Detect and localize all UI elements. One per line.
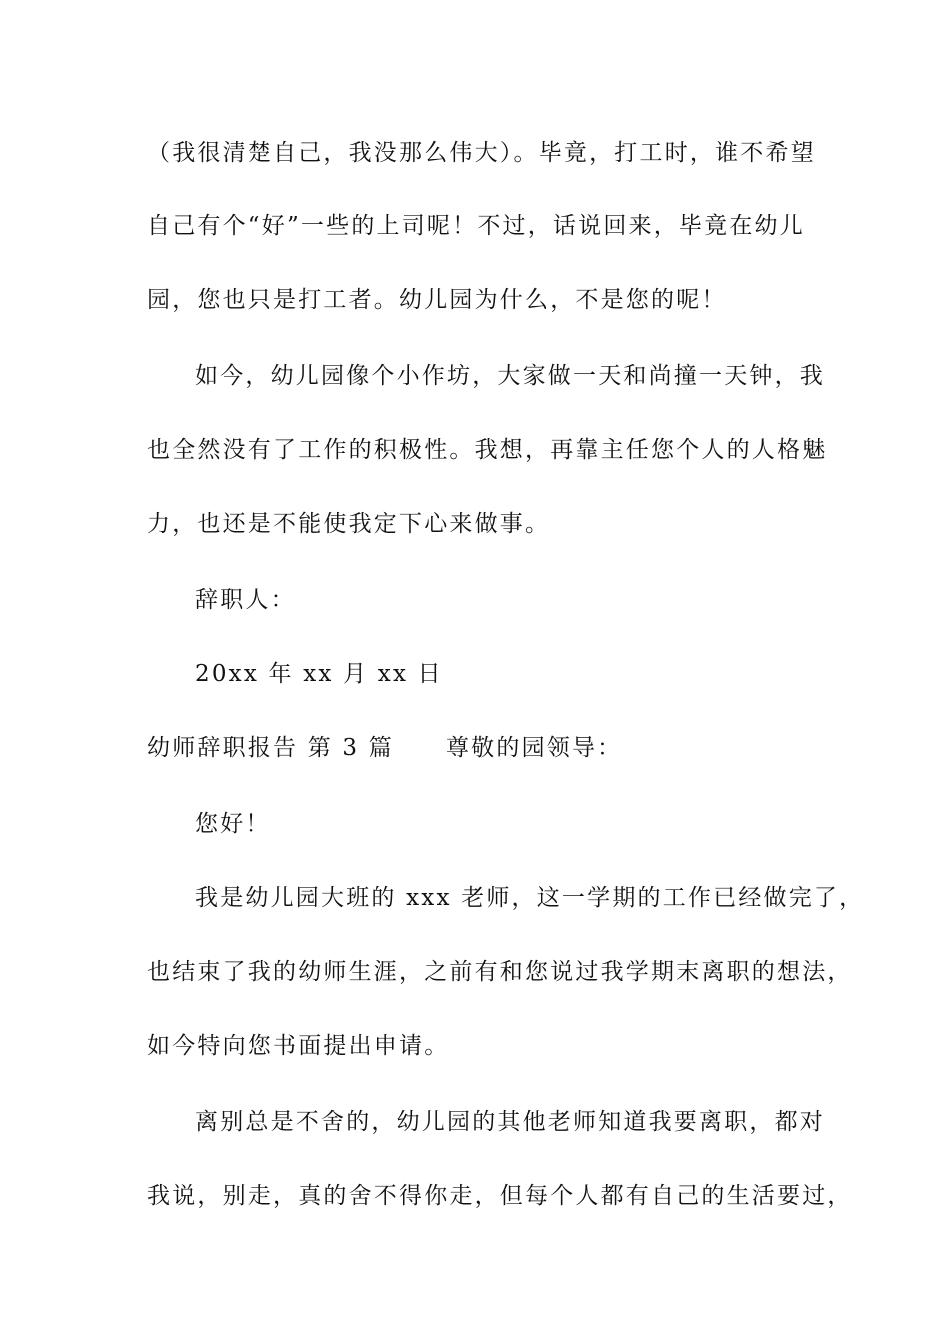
paragraph-3-line-1: 我是幼儿园大班的 xxx 老师，这一学期的工作已经做完了， bbox=[195, 885, 865, 911]
paragraph-1-line-3: 园，您也只是打工者。幼儿园为什么，不是您的呢！ bbox=[147, 287, 727, 313]
paragraph-1-line-1: （我很清楚自己，我没那么伟大）。毕竟，打工时，谁不希望 bbox=[147, 140, 816, 166]
signature-label: 辞职人： bbox=[195, 587, 296, 613]
signature-date: 20xx 年 xx 月 xx 日 bbox=[195, 661, 443, 687]
section-title: 幼师辞职报告 第 3 篇 bbox=[147, 735, 394, 761]
paragraph-2-line-2: 也全然没有了工作的积极性。我想，再靠主任您个人的人格魅 bbox=[147, 437, 828, 463]
paragraph-3-line-2: 也结束了我的幼师生涯，之前有和您说过我学期末离职的想法， bbox=[147, 959, 853, 985]
paragraph-2-line-3: 力，也还是不能使我定下心来做事。 bbox=[147, 511, 551, 537]
paragraph-2-line-1: 如今，幼儿园像个小作坊，大家做一天和尚撞一天钟，我 bbox=[195, 363, 825, 389]
paragraph-3-line-3: 如今特向您书面提出申请。 bbox=[147, 1033, 450, 1059]
paragraph-4-line-1: 离别总是不舍的，幼儿园的其他老师知道我要离职，都对 bbox=[195, 1109, 825, 1135]
greeting: 您好！ bbox=[195, 811, 271, 837]
paragraph-4-line-2: 我说，别走，真的舍不得你走，但每个人都有自己的生活要过， bbox=[147, 1183, 853, 1209]
salutation: 尊敬的园领导： bbox=[445, 735, 623, 761]
paragraph-1-line-2: 自己有个“好”一些的上司呢！不过，话说回来，毕竟在幼儿 bbox=[147, 213, 805, 239]
section-heading bbox=[147, 733, 827, 763]
